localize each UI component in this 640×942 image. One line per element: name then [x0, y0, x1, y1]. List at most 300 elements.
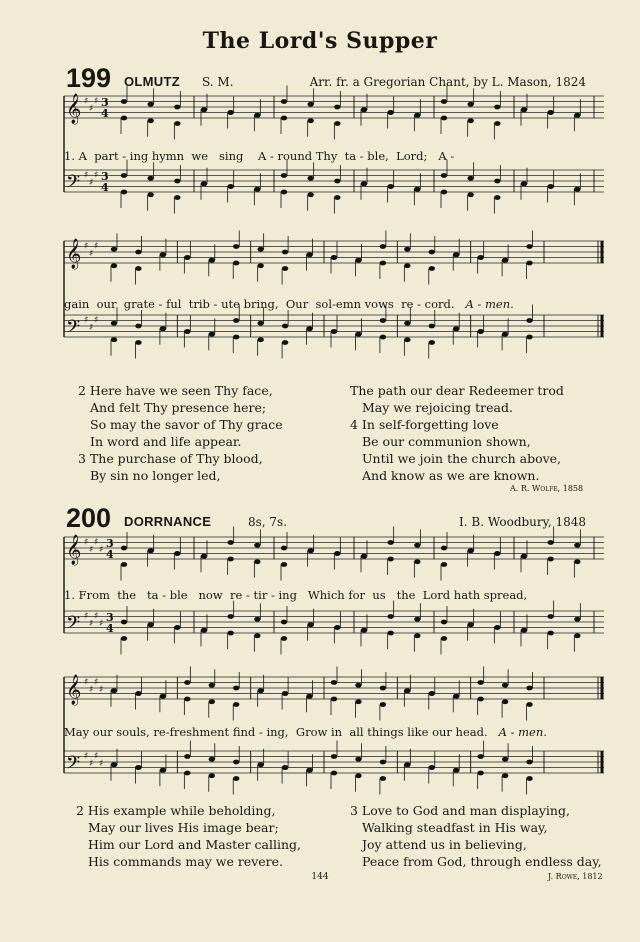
bass-clef: 𝄢: [66, 753, 81, 778]
note-head: [254, 617, 260, 622]
note-head: [477, 255, 483, 260]
note-head: [404, 263, 410, 268]
note-head: [281, 99, 287, 104]
note-head: [184, 697, 190, 702]
note-head: [174, 195, 180, 200]
note-head: [257, 247, 263, 252]
note-head: [380, 702, 386, 707]
meter: S. M.: [202, 75, 234, 89]
note-head: [334, 551, 340, 556]
verse-line: Peace from God, through endless day,: [362, 854, 602, 869]
key-signature-sharp: ♯: [84, 537, 89, 548]
note-head: [453, 694, 459, 699]
note-head: [121, 190, 127, 195]
note-head: [380, 776, 386, 781]
note-head: [574, 559, 580, 564]
note-head: [477, 329, 483, 334]
hymn-200-header: [66, 502, 586, 532]
note-head: [494, 551, 500, 556]
note-head: [135, 250, 141, 255]
note-head: [306, 326, 312, 331]
staff-notation: [64, 533, 604, 673]
note-head: [574, 187, 580, 192]
note-head: [201, 107, 207, 112]
note-head: [254, 559, 260, 564]
note-head: [404, 321, 410, 326]
verses-left: [76, 802, 301, 870]
note-head: [547, 540, 553, 545]
note-head: [233, 261, 239, 266]
note-head: [111, 247, 117, 252]
note-head: [502, 683, 508, 688]
key-signature-sharp: ♯: [84, 611, 89, 622]
note-head: [227, 110, 233, 115]
note-head: [306, 768, 312, 773]
key-signature-sharp: ♯: [89, 178, 94, 189]
key-signature-sharp: ♯: [99, 619, 104, 630]
hymn-number: 200: [66, 503, 112, 533]
note-head: [281, 173, 287, 178]
note-head: [547, 184, 553, 189]
note-head: [174, 179, 180, 184]
note-head: [521, 107, 527, 112]
note-head: [121, 173, 127, 178]
verse-line: And felt Thy presence here;: [90, 400, 267, 415]
note-head: [147, 118, 153, 123]
note-head: [414, 543, 420, 548]
bass-clef: 𝄢: [66, 172, 81, 197]
note-head: [160, 694, 166, 699]
note-head: [453, 768, 459, 773]
note-head: [526, 776, 532, 781]
note-head: [281, 190, 287, 195]
verse-line: 4 In self-forgetting love: [350, 417, 499, 432]
note-head: [355, 757, 361, 762]
treble-clef: 𝄞: [66, 94, 82, 124]
note-head: [441, 190, 447, 195]
key-signature-sharp: ♯: [94, 315, 99, 326]
key-signature-sharp: ♯: [94, 537, 99, 548]
note-head: [233, 335, 239, 340]
note-head: [331, 329, 337, 334]
note-head: [160, 326, 166, 331]
time-signature: 3: [106, 537, 114, 550]
note-head: [441, 173, 447, 178]
note-head: [209, 699, 215, 704]
note-head: [387, 184, 393, 189]
section-title: The Lord's Supper: [202, 28, 438, 54]
note-head: [441, 116, 447, 121]
note-head: [227, 631, 233, 636]
key-signature-sharp: ♯: [94, 96, 99, 107]
key-signature-sharp: ♯: [84, 96, 89, 107]
time-signature: 3: [101, 170, 109, 183]
note-head: [209, 683, 215, 688]
note-head: [111, 337, 117, 342]
amen-text: A - men.: [465, 297, 514, 311]
verse-line: Until we join the church above,: [362, 451, 562, 466]
verses-right: [350, 382, 564, 484]
note-head: [494, 179, 500, 184]
note-head: [521, 628, 527, 633]
key-signature-sharp: ♯: [84, 315, 89, 326]
note-head: [227, 540, 233, 545]
treble-clef: 𝄞: [66, 535, 82, 565]
note-head: [282, 691, 288, 696]
note-head: [209, 757, 215, 762]
note-head: [121, 562, 127, 567]
note-head: [227, 557, 233, 562]
note-head: [233, 760, 239, 765]
key-signature-sharp: ♯: [94, 751, 99, 762]
note-head: [387, 614, 393, 619]
note-head: [254, 543, 260, 548]
hymn-199-header: [66, 62, 586, 92]
lyric-text: gain our grate - ful trib - ute bring, Our sol-emn vows re - cord.: [64, 297, 455, 311]
note-head: [494, 195, 500, 200]
note-head: [429, 765, 435, 770]
verse-line: So may the savor of Thy grace: [90, 417, 283, 432]
note-head: [184, 329, 190, 334]
note-head: [257, 321, 263, 326]
note-head: [414, 633, 420, 638]
note-head: [494, 105, 500, 110]
verse-line: The path our dear Redeemer trod: [350, 383, 564, 398]
key-signature-sharp: ♯: [89, 759, 94, 770]
note-head: [441, 562, 447, 567]
note-head: [121, 116, 127, 121]
note-head: [477, 754, 483, 759]
note-head: [467, 118, 473, 123]
key-signature-sharp: ♯: [84, 241, 89, 252]
note-head: [526, 702, 532, 707]
note-head: [111, 688, 117, 693]
music-system: [64, 673, 604, 813]
note-head: [254, 633, 260, 638]
note-head: [209, 332, 215, 337]
note-head: [135, 340, 141, 345]
note-head: [121, 99, 127, 104]
author-credit: J. Rowe, 1812: [548, 872, 603, 881]
note-head: [526, 335, 532, 340]
note-head: [233, 244, 239, 249]
music-system: [64, 533, 604, 673]
note-head: [184, 680, 190, 685]
hymn-number: 199: [66, 63, 112, 93]
key-signature-sharp: ♯: [94, 170, 99, 181]
note-head: [282, 765, 288, 770]
note-head: [334, 179, 340, 184]
note-head: [307, 548, 313, 553]
verses-right: [350, 802, 602, 870]
staff-notation: [64, 237, 604, 377]
meter: 8s, 7s.: [248, 515, 288, 529]
note-head: [201, 628, 207, 633]
verse-line: May our lives His image bear;: [88, 820, 279, 835]
note-head: [547, 631, 553, 636]
bass-clef: 𝄢: [66, 317, 81, 342]
note-head: [257, 688, 263, 693]
key-signature-sharp: ♯: [84, 677, 89, 688]
note-head: [521, 554, 527, 559]
note-head: [233, 318, 239, 323]
note-head: [281, 562, 287, 567]
note-head: [494, 625, 500, 630]
note-head: [467, 192, 473, 197]
note-head: [414, 187, 420, 192]
note-head: [380, 686, 386, 691]
note-head: [306, 252, 312, 257]
note-head: [147, 622, 153, 627]
note-head: [307, 118, 313, 123]
note-head: [201, 554, 207, 559]
tune-name: OLMUTZ: [124, 74, 180, 89]
note-head: [135, 266, 141, 271]
note-head: [334, 195, 340, 200]
note-head: [361, 628, 367, 633]
note-head: [429, 340, 435, 345]
note-head: [257, 263, 263, 268]
note-head: [526, 760, 532, 765]
note-head: [184, 255, 190, 260]
note-head: [404, 762, 410, 767]
time-signature: 4: [106, 622, 114, 635]
note-head: [502, 332, 508, 337]
key-signature-sharp: ♯: [89, 545, 94, 556]
note-head: [334, 105, 340, 110]
note-head: [306, 694, 312, 699]
note-head: [334, 625, 340, 630]
note-head: [147, 192, 153, 197]
note-head: [147, 176, 153, 181]
note-head: [502, 258, 508, 263]
time-signature: 3: [101, 96, 109, 109]
time-signature: 4: [101, 107, 109, 120]
key-signature-sharp: ♯: [89, 323, 94, 334]
note-head: [467, 102, 473, 107]
note-head: [494, 121, 500, 126]
note-head: [282, 340, 288, 345]
time-signature: 4: [106, 548, 114, 561]
verse-line: May we rejoicing tread.: [362, 400, 513, 415]
note-head: [111, 762, 117, 767]
note-head: [201, 181, 207, 186]
note-head: [355, 699, 361, 704]
note-head: [254, 113, 260, 118]
note-head: [467, 176, 473, 181]
note-head: [331, 754, 337, 759]
note-head: [380, 318, 386, 323]
key-signature-sharp: ♯: [89, 249, 94, 260]
note-head: [282, 324, 288, 329]
note-head: [521, 181, 527, 186]
composer-credit: I. B. Woodbury, 1848: [459, 515, 586, 529]
note-head: [477, 697, 483, 702]
note-head: [227, 614, 233, 619]
lyric-line: 1. A part - ing hymn we sing A - round Thy ta - ble, Lord; A -: [64, 149, 455, 163]
key-signature-sharp: ♯: [89, 685, 94, 696]
note-head: [307, 622, 313, 627]
note-head: [160, 768, 166, 773]
bass-clef: 𝄢: [66, 613, 81, 638]
note-head: [404, 247, 410, 252]
note-head: [209, 773, 215, 778]
note-head: [526, 318, 532, 323]
note-head: [574, 113, 580, 118]
note-head: [227, 184, 233, 189]
note-head: [502, 773, 508, 778]
note-head: [355, 773, 361, 778]
music-system: [64, 237, 604, 377]
note-head: [135, 324, 141, 329]
note-head: [160, 252, 166, 257]
note-head: [111, 263, 117, 268]
note-head: [174, 551, 180, 556]
note-head: [355, 258, 361, 263]
key-signature-sharp: ♯: [84, 170, 89, 181]
note-head: [429, 691, 435, 696]
key-signature-sharp: ♯: [99, 759, 104, 770]
note-head: [526, 244, 532, 249]
treble-clef: 𝄞: [66, 239, 82, 269]
note-head: [547, 557, 553, 562]
note-head: [174, 625, 180, 630]
note-head: [331, 680, 337, 685]
note-head: [184, 771, 190, 776]
music-system: [64, 92, 604, 232]
note-head: [502, 699, 508, 704]
amen-text: A - men.: [498, 725, 547, 739]
note-head: [574, 543, 580, 548]
note-head: [331, 255, 337, 260]
note-head: [257, 762, 263, 767]
key-signature-sharp: ♯: [94, 677, 99, 688]
note-head: [331, 771, 337, 776]
note-head: [121, 636, 127, 641]
note-head: [307, 102, 313, 107]
note-head: [380, 335, 386, 340]
note-head: [334, 121, 340, 126]
note-head: [467, 548, 473, 553]
note-head: [380, 244, 386, 249]
note-head: [441, 636, 447, 641]
note-head: [233, 702, 239, 707]
note-head: [477, 680, 483, 685]
note-head: [331, 697, 337, 702]
key-signature-sharp: ♯: [89, 619, 94, 630]
time-signature: 3: [106, 611, 114, 624]
note-head: [387, 557, 393, 562]
note-head: [387, 540, 393, 545]
lyric-text: May our souls, re-freshment find - ing, Grow in all things like our head.: [64, 725, 488, 739]
note-head: [209, 258, 215, 263]
note-head: [282, 250, 288, 255]
key-signature-sharp: ♯: [84, 751, 89, 762]
note-head: [477, 771, 483, 776]
note-head: [174, 121, 180, 126]
composer-credit: Arr. fr. a Gregorian Chant, by L. Mason, 1824: [309, 75, 586, 89]
note-head: [135, 765, 141, 770]
note-head: [281, 636, 287, 641]
verses-left: [78, 382, 283, 484]
treble-clef: 𝄞: [66, 675, 82, 705]
note-head: [361, 107, 367, 112]
verse-line: 3 The purchase of Thy blood,: [78, 451, 263, 466]
note-head: [281, 116, 287, 121]
note-head: [526, 261, 532, 266]
note-head: [404, 337, 410, 342]
note-head: [147, 102, 153, 107]
verse-line: Walking steadfast in His way,: [362, 820, 548, 835]
note-head: [147, 548, 153, 553]
note-head: [307, 176, 313, 181]
note-head: [429, 266, 435, 271]
note-head: [355, 332, 361, 337]
note-head: [257, 337, 263, 342]
note-head: [281, 546, 287, 551]
note-head: [233, 686, 239, 691]
note-head: [574, 617, 580, 622]
note-head: [387, 110, 393, 115]
verse-line: 2 Here have we seen Thy face,: [78, 383, 273, 398]
note-head: [380, 760, 386, 765]
key-signature-sharp: ♯: [99, 545, 104, 556]
verse-line: Be our communion shown,: [362, 434, 531, 449]
note-head: [282, 266, 288, 271]
verse-line: And know as we are known.: [362, 468, 540, 483]
key-signature-sharp: ♯: [94, 611, 99, 622]
page-number: 144: [311, 872, 329, 882]
verse-line: Him our Lord and Master calling,: [88, 837, 302, 852]
lyric-line: 1. From the ta - ble now re - tir - ing Which for us the Lord hath spread,: [64, 588, 528, 602]
key-signature-sharp: ♯: [89, 104, 94, 115]
note-head: [361, 181, 367, 186]
key-signature-sharp: ♯: [94, 241, 99, 252]
note-head: [502, 757, 508, 762]
note-head: [453, 326, 459, 331]
note-head: [441, 546, 447, 551]
verse-line: 3 Love to God and man displaying,: [350, 803, 570, 818]
staff-notation: [64, 673, 604, 813]
note-head: [307, 192, 313, 197]
note-head: [233, 776, 239, 781]
staff-notation: [64, 92, 604, 232]
note-head: [254, 187, 260, 192]
note-head: [414, 113, 420, 118]
note-head: [111, 321, 117, 326]
note-head: [387, 631, 393, 636]
note-head: [184, 754, 190, 759]
verse-line: His commands may we revere.: [88, 854, 284, 869]
note-head: [526, 686, 532, 691]
note-head: [547, 110, 553, 115]
note-head: [121, 620, 127, 625]
note-head: [281, 620, 287, 625]
note-head: [429, 250, 435, 255]
note-head: [174, 105, 180, 110]
note-head: [380, 261, 386, 266]
key-signature-sharp: ♯: [99, 685, 104, 696]
note-head: [355, 683, 361, 688]
note-head: [414, 617, 420, 622]
note-head: [361, 554, 367, 559]
note-head: [404, 688, 410, 693]
author-credit: A. R. Wolfe, 1858: [510, 484, 584, 493]
time-signature: 4: [101, 181, 109, 194]
note-head: [441, 99, 447, 104]
note-head: [441, 620, 447, 625]
note-head: [574, 633, 580, 638]
